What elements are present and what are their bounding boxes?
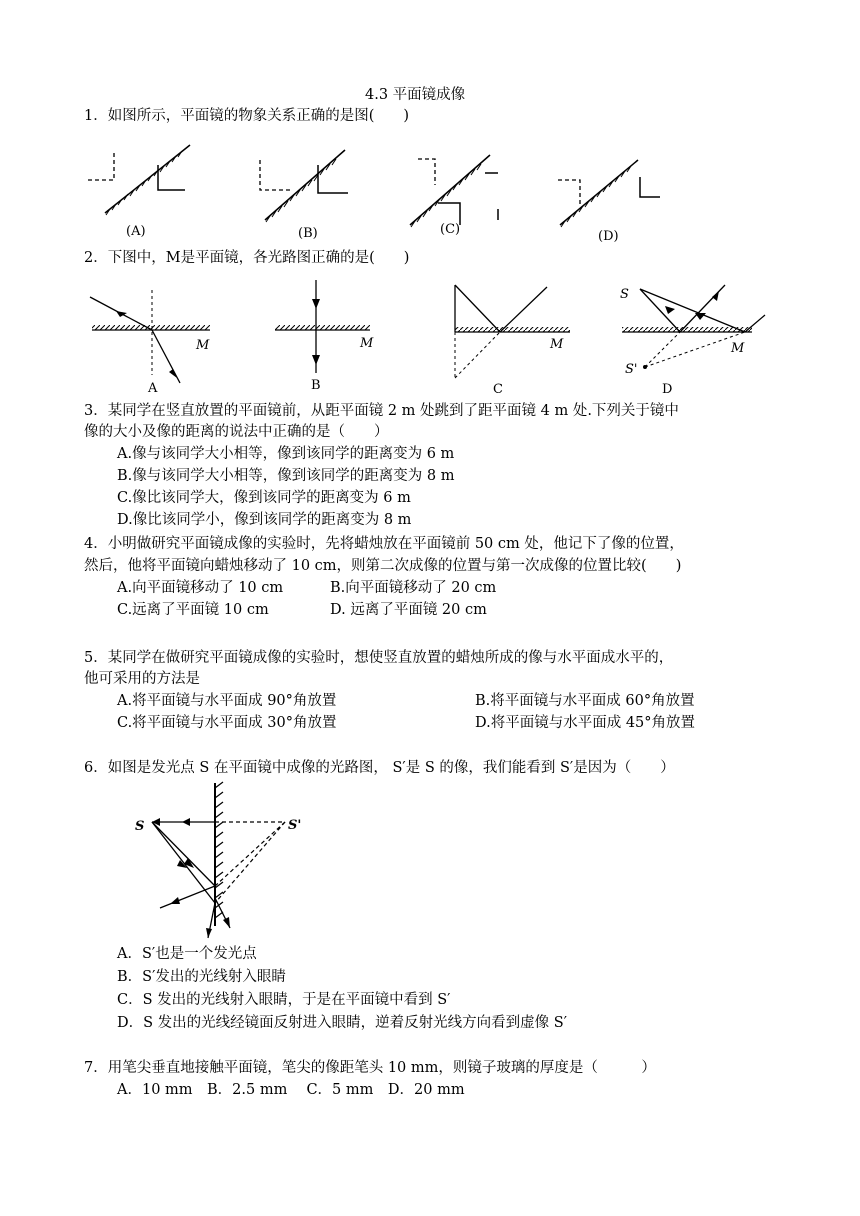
question-4-option-d: D. 远离了平面镜 20 cm [330,602,487,618]
question-6-s-label: S [135,819,145,834]
question-6-figure [130,778,330,943]
figure-2d [620,285,765,397]
question-6-option-d: D．S 发出的光线经镜面反射进入眼睛，逆着反射光线方向看到虚像 S′ [117,1015,568,1031]
question-4-option-c: C.远离了平面镜 10 cm [117,602,269,618]
question-7-options: A．10 mm B．2.5 mm C．5 mm D．20 mm [117,1082,465,1098]
figure-2d-label: D [662,382,673,397]
question-2-figures [80,275,780,400]
question-3-option-d: D.像比该同学小，像到该同学的距离变为 8 m [117,512,412,528]
question-6-option-c: C．S 发出的光线射入眼睛，于是在平面镜中看到 S′ [117,992,451,1008]
question-3-option-a: A.像与该同学大小相等，像到该同学的距离变为 6 m [117,446,455,462]
page-title: 4.3 平面镜成像 [365,87,466,103]
question-7-stem: 7．用笔尖垂直地接触平面镜，笔尖的像距笔头 10 mm，则镜子玻璃的厚度是（ ） [84,1060,656,1076]
figure-1a [88,145,190,239]
question-3-stem-line1: 3．某同学在竖直放置的平面镜前，从距平面镜 2 m 处跳到了距平面镜 4 m 处.下列关于镜中 [84,403,679,419]
question-4-option-b: B.向平面镜移动了 20 cm [330,580,497,596]
question-3-stem-line2: 像的大小及像的距离的说法中正确的是（ ） [84,424,389,440]
figure-2d-mirror-label: M [731,341,745,356]
figure-2d-s-image-label: S' [625,362,638,377]
question-5-option-c: C.将平面镜与水平面成 30°角放置 [117,715,337,731]
question-5-stem-line1: 5．某同学在做研究平面镜成像的实验时，想使竖直放置的蜡烛所成的像与水平面成水平的， [84,650,674,666]
question-3-option-c: C.像比该同学大，像到该同学的距离变为 6 m [117,490,411,506]
figure-2b-label: B [311,378,321,393]
figure-2b-mirror-label: M [360,336,374,351]
figure-1b [260,150,348,241]
figure-1d-label: (D) [598,229,619,244]
question-5-option-a: A.将平面镜与水平面成 90°角放置 [117,693,337,709]
question-2-stem: 2．下图中，M是平面镜，各光路图正确的是( ) [84,250,410,266]
question-1-stem: 1．如图所示，平面镜的物象关系正确的是图( ) [84,108,410,124]
question-3-option-b: B.像与该同学大小相等，像到该同学的距离变为 8 m [117,468,455,484]
question-1-figures [80,135,780,250]
figure-2a [90,290,210,396]
figure-2c-mirror-label: M [550,337,564,352]
question-6-option-a: A．S′也是一个发光点 [117,946,257,962]
question-4-option-a: A.向平面镜移动了 10 cm [117,580,284,596]
figure-2a-mirror-label: M [196,338,210,353]
figure-1a-label: (A) [126,224,146,239]
figure-1c [410,155,498,237]
figure-2b [275,280,374,393]
question-5-option-b: B.将平面镜与水平面成 60°角放置 [475,693,695,709]
question-4-stem-line2: 然后，他将平面镜向蜡烛移动了 10 cm，则第二次成像的位置与第一次成像的位置比较( ) [84,558,682,574]
question-6-option-b: B．S′发出的光线射入眼睛 [117,969,286,985]
question-6-stem: 6．如图是发光点 S 在平面镜中成像的光路图， S′是 S 的像，我们能看到 S′是因为（ ） [84,760,675,776]
figure-1c-label: (C) [440,222,461,237]
figure-2c-label: C [493,382,503,397]
figure-2c [455,285,570,397]
question-6-s-image-label: S' [288,818,302,833]
question-5-stem-line2: 他可采用的方法是 [84,671,200,687]
figure-2d-s-label: S [620,287,629,302]
figure-1d [558,160,660,244]
question-5-option-d: D.将平面镜与水平面成 45°角放置 [475,715,696,731]
figure-1b-label: (B) [298,226,318,241]
figure-2a-label: A [148,381,158,396]
question-4-stem-line1: 4．小明做研究平面镜成像的实验时，先将蜡烛放在平面镜前 50 cm 处，他记下了像的位置， [84,536,684,552]
